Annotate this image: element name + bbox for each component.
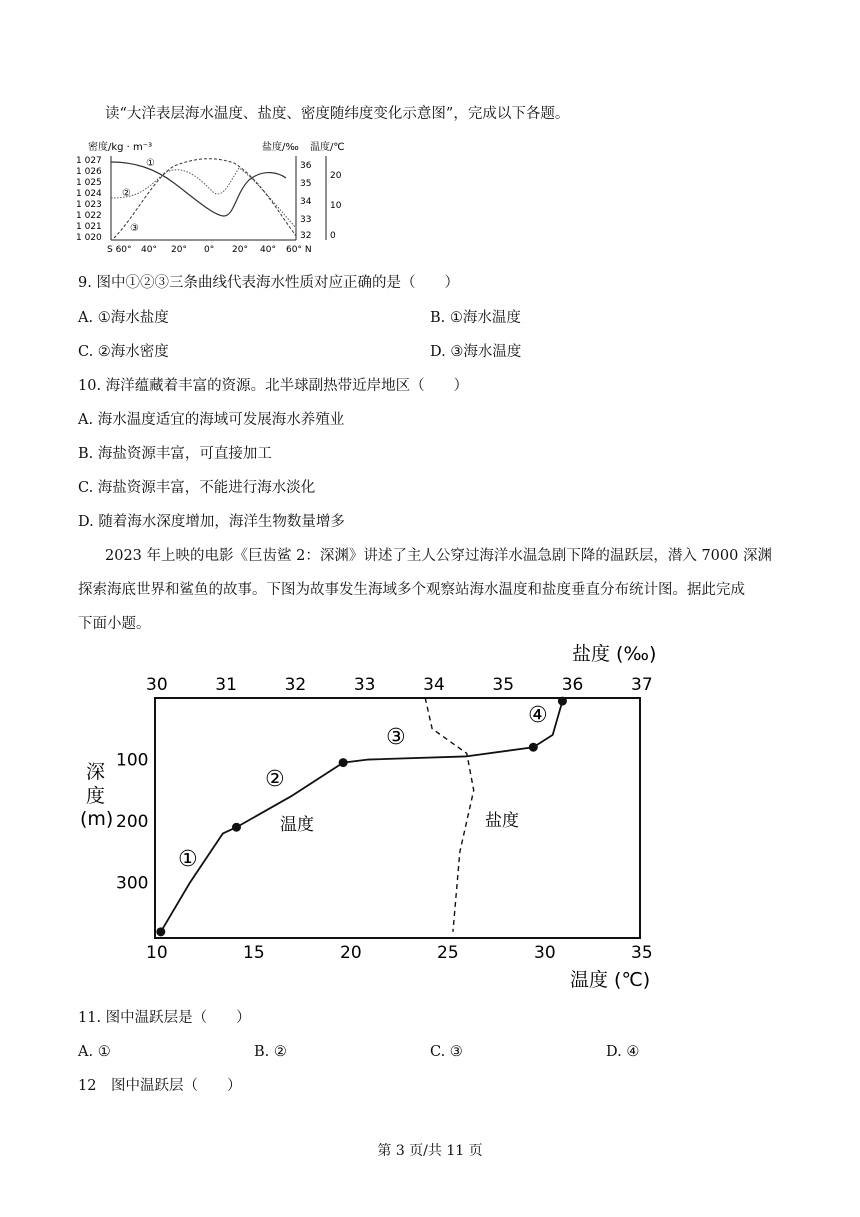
salinity-tick-label: 34 bbox=[423, 675, 445, 695]
latitude-ticks bbox=[107, 245, 312, 255]
curve-label-1: ① bbox=[146, 158, 155, 169]
temperature-axis-title: 温度/℃ bbox=[310, 142, 345, 153]
svg-text:10: 10 bbox=[330, 201, 342, 211]
q9-option-c[interactable]: C. ②海水密度 bbox=[78, 344, 169, 360]
svg-text:20°: 20° bbox=[232, 245, 248, 255]
depth-tick-label: 100 bbox=[116, 750, 149, 771]
q9-option-a[interactable]: A. ①海水盐度 bbox=[78, 310, 169, 326]
latitude-chart bbox=[74, 138, 374, 258]
salinity-tick-label: 36 bbox=[561, 675, 584, 695]
temperature-marker bbox=[529, 743, 538, 752]
q9-option-d[interactable]: D. ③海水温度 bbox=[430, 344, 522, 360]
salinity-series-label: 盐度 bbox=[485, 811, 519, 831]
svg-text:36: 36 bbox=[300, 161, 312, 171]
svg-text:20°: 20° bbox=[171, 245, 187, 255]
svg-text:1 022: 1 022 bbox=[76, 211, 102, 221]
density-ticks bbox=[76, 156, 102, 243]
q9-option-b[interactable]: B. ①海水温度 bbox=[430, 310, 521, 326]
svg-text:0: 0 bbox=[330, 231, 336, 241]
svg-text:34: 34 bbox=[300, 197, 312, 207]
depth-axis-label-3: (m) bbox=[80, 808, 114, 830]
svg-text:1 026: 1 026 bbox=[76, 167, 102, 177]
temperature-tick-labels bbox=[146, 943, 653, 963]
q11-stem: 11. 图中温跃层是（ ） bbox=[78, 1010, 251, 1026]
svg-text:1 021: 1 021 bbox=[76, 222, 102, 232]
svg-text:1 025: 1 025 bbox=[76, 178, 102, 188]
svg-text:20: 20 bbox=[330, 171, 342, 181]
q12-stem: 12 图中温跃层（ ） bbox=[78, 1078, 242, 1094]
temperature-series-label: 温度 bbox=[280, 815, 314, 835]
q10-option-a[interactable]: A. 海水温度适宜的海域可发展海水养殖业 bbox=[78, 412, 345, 428]
svg-text:35: 35 bbox=[300, 179, 312, 189]
salinity-axis-label: 盐度 (‰) bbox=[572, 643, 657, 665]
segment-label-3: ③ bbox=[386, 725, 406, 750]
q10-stem: 10. 海洋蕴藏着丰富的资源。北半球副热带近岸地区（ ） bbox=[78, 378, 469, 394]
salinity-tick-label: 32 bbox=[284, 675, 307, 695]
depth-tick-labels bbox=[116, 751, 148, 894]
q9-stem: 9. 图中①②③三条曲线代表海水性质对应正确的是（ ） bbox=[78, 275, 459, 291]
q11-option-c[interactable]: C. ③ bbox=[430, 1044, 463, 1060]
temperature-marker bbox=[156, 927, 165, 936]
q10-option-d[interactable]: D. 随着海水深度增加，海洋生物数量增多 bbox=[78, 514, 345, 530]
salinity-tick-labels bbox=[146, 675, 653, 695]
q10-option-c[interactable]: C. 海盐资源丰富，不能进行海水淡化 bbox=[78, 480, 316, 496]
svg-text:1 020: 1 020 bbox=[76, 233, 102, 243]
temperature-tick-label: 10 bbox=[146, 943, 168, 963]
page-footer: 第 3 页/共 11 页 bbox=[377, 1143, 483, 1159]
svg-text:40°: 40° bbox=[141, 245, 157, 255]
salinity-tick-label: 31 bbox=[215, 675, 237, 695]
depth-profile-chart bbox=[80, 640, 700, 1000]
salinity-ticks bbox=[300, 161, 312, 241]
temperature-tick-label: 30 bbox=[534, 943, 556, 963]
q10-option-b[interactable]: B. 海盐资源丰富，可直接加工 bbox=[78, 446, 272, 462]
depth-tick-label: 300 bbox=[116, 873, 149, 894]
segment-label-2: ② bbox=[265, 767, 285, 792]
svg-text:1 024: 1 024 bbox=[76, 189, 102, 199]
svg-text:32: 32 bbox=[300, 231, 312, 241]
temperature-tick-label: 15 bbox=[243, 943, 265, 963]
intro-text-2-line-1: 2023 年上映的电影《巨齿鲨 2：深渊》讲述了主人公穿过海洋水温急剧下降的温跃层，潜入 7000 深渊 bbox=[105, 548, 772, 564]
temperature-tick-label: 35 bbox=[631, 943, 653, 963]
salinity-series-line bbox=[425, 698, 474, 932]
intro-text-2-line-3: 下面小题。 bbox=[78, 616, 151, 632]
svg-text:0°: 0° bbox=[204, 245, 215, 255]
salinity-tick-label: 33 bbox=[353, 675, 376, 695]
segment-label-1: ① bbox=[178, 847, 198, 872]
depth-axis-label-2: 度 bbox=[86, 785, 106, 807]
salinity-axis-title: 盐度/‰ bbox=[262, 142, 299, 153]
temperature-ticks bbox=[330, 171, 342, 241]
salinity-tick-label: 35 bbox=[492, 675, 515, 695]
svg-text:1 027: 1 027 bbox=[76, 156, 102, 166]
salinity-tick-label: 30 bbox=[146, 675, 168, 695]
svg-text:S 60°: S 60° bbox=[107, 245, 132, 255]
curve-2 bbox=[111, 168, 296, 228]
temperature-tick-label: 20 bbox=[340, 943, 362, 963]
temperature-axis-label: 温度 (℃) bbox=[570, 969, 651, 991]
svg-text:60° N: 60° N bbox=[286, 245, 312, 255]
depth-axis-label-1: 深 bbox=[86, 761, 106, 783]
temperature-marker bbox=[558, 697, 567, 706]
curve-3 bbox=[114, 159, 296, 238]
temperature-marker bbox=[339, 758, 348, 767]
svg-text:40°: 40° bbox=[260, 245, 276, 255]
q11-option-d[interactable]: D. ④ bbox=[606, 1044, 640, 1060]
temperature-tick-label: 25 bbox=[437, 943, 459, 963]
intro-text-2-line-2: 探索海底世界和鲨鱼的故事。下图为故事发生海域多个观察站海水温度和盐度垂直分布统计图。据此完成 bbox=[78, 582, 745, 598]
q11-option-b[interactable]: B. ② bbox=[254, 1044, 287, 1060]
depth-tick-label: 200 bbox=[116, 812, 149, 833]
density-axis-title: 密度/kg · m⁻³ bbox=[88, 142, 153, 153]
segment-label-4: ④ bbox=[528, 703, 548, 728]
curve-1 bbox=[111, 162, 286, 216]
temperature-marker bbox=[232, 823, 241, 832]
intro-text-1: 读“大洋表层海水温度、盐度、密度随纬度变化示意图”，完成以下各题。 bbox=[105, 106, 570, 122]
curve-label-2: ② bbox=[122, 188, 131, 199]
q11-option-a[interactable]: A. ① bbox=[78, 1044, 111, 1060]
salinity-tick-label: 37 bbox=[631, 675, 653, 695]
curve-label-3: ③ bbox=[130, 223, 139, 234]
svg-text:1 023: 1 023 bbox=[76, 200, 102, 210]
svg-text:33: 33 bbox=[300, 215, 312, 225]
